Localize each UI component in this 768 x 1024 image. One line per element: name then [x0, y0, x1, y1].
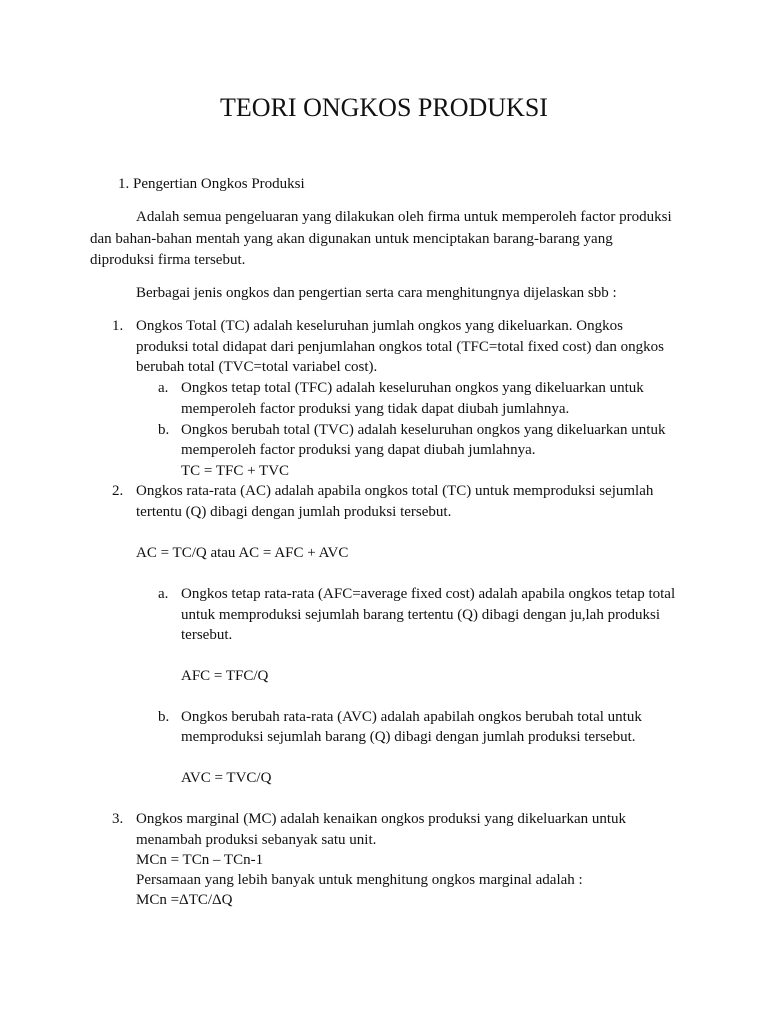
sublist-label: b.	[158, 422, 170, 438]
lead-paragraph: Berbagai jenis ongkos dan pengertian serta cara menghitungnya dijelaskan sbb :	[136, 285, 617, 301]
note-line: Persamaan yang lebih banyak untuk menghitung ongkos marginal adalah :	[136, 872, 583, 888]
sublist-line: memperoleh factor produksi yang tidak dapat diubah jumlahnya.	[181, 401, 570, 417]
list-item-line: berubah total (TVC=total variabel cost).	[136, 359, 378, 375]
sublist-line: Ongkos berubah total (TVC) adalah keseluruhan ongkos yang dikeluarkan untuk	[181, 422, 666, 438]
list-item-line: menambah produksi sebanyak satu unit.	[136, 832, 377, 848]
sublist-line: Ongkos tetap total (TFC) adalah keseluruhan ongkos yang dikeluarkan untuk	[181, 380, 644, 396]
list-item-line: produksi total didapat dari penjumlahan ongkos total (TFC=total fixed cost) dan ongkos	[136, 339, 664, 355]
sublist-line: memperoleh factor produksi yang dapat diubah jumlahnya.	[181, 442, 536, 458]
list-item-line: Ongkos rata-rata (AC) adalah apabila ongkos total (TC) untuk memproduksi sejumlah	[136, 483, 654, 499]
formula: TC = TFC + TVC	[181, 463, 290, 479]
list-item-line: Ongkos marginal (MC) adalah kenaikan ongkos produksi yang dikeluarkan untuk	[136, 811, 627, 827]
sublist-label: a.	[158, 380, 169, 396]
intro-line: diproduksi firma tersebut.	[90, 252, 246, 268]
formula: AFC = TFC/Q	[181, 668, 269, 684]
document-title: TEORI ONGKOS PRODUKSI	[220, 93, 548, 122]
list-item-line: tertentu (Q) dibagi dengan jumlah produksi tersebut.	[136, 504, 452, 520]
section-heading: 1. Pengertian Ongkos Produksi	[118, 176, 305, 192]
sublist-line: Ongkos berubah rata-rata (AVC) adalah apabilah ongkos berubah total untuk	[181, 709, 642, 725]
intro-line: dan bahan-bahan mentah yang akan digunakan untuk menciptakan barang-barang yang	[90, 231, 613, 247]
formula: AC = TC/Q atau AC = AFC + AVC	[136, 545, 349, 561]
formula: MCn =ΔTC/ΔQ	[136, 892, 233, 908]
intro-line: Adalah semua pengeluaran yang dilakukan oleh firma untuk memperoleh factor produksi	[136, 209, 672, 225]
sublist-line: Ongkos tetap rata-rata (AFC=average fixed cost) adalah apabila ongkos tetap total	[181, 586, 676, 602]
list-number: 1.	[112, 318, 124, 334]
list-item-line: Ongkos Total (TC) adalah keseluruhan jumlah ongkos yang dikeluarkan. Ongkos	[136, 318, 623, 334]
formula: AVC = TVC/Q	[181, 770, 272, 786]
sublist-label: b.	[158, 709, 170, 725]
list-number: 3.	[112, 811, 124, 827]
sublist-line: untuk memproduksi sejumlah barang tertentu (Q) dibagi dengan ju,lah produksi	[181, 607, 661, 623]
sublist-label: a.	[158, 586, 169, 602]
sublist-line: memproduksi sejumlah barang (Q) dibagi dengan jumlah produksi tersebut.	[181, 729, 636, 745]
sublist-line: tersebut.	[181, 627, 233, 643]
formula: MCn = TCn – TCn-1	[136, 852, 264, 868]
list-number: 2.	[112, 483, 124, 499]
